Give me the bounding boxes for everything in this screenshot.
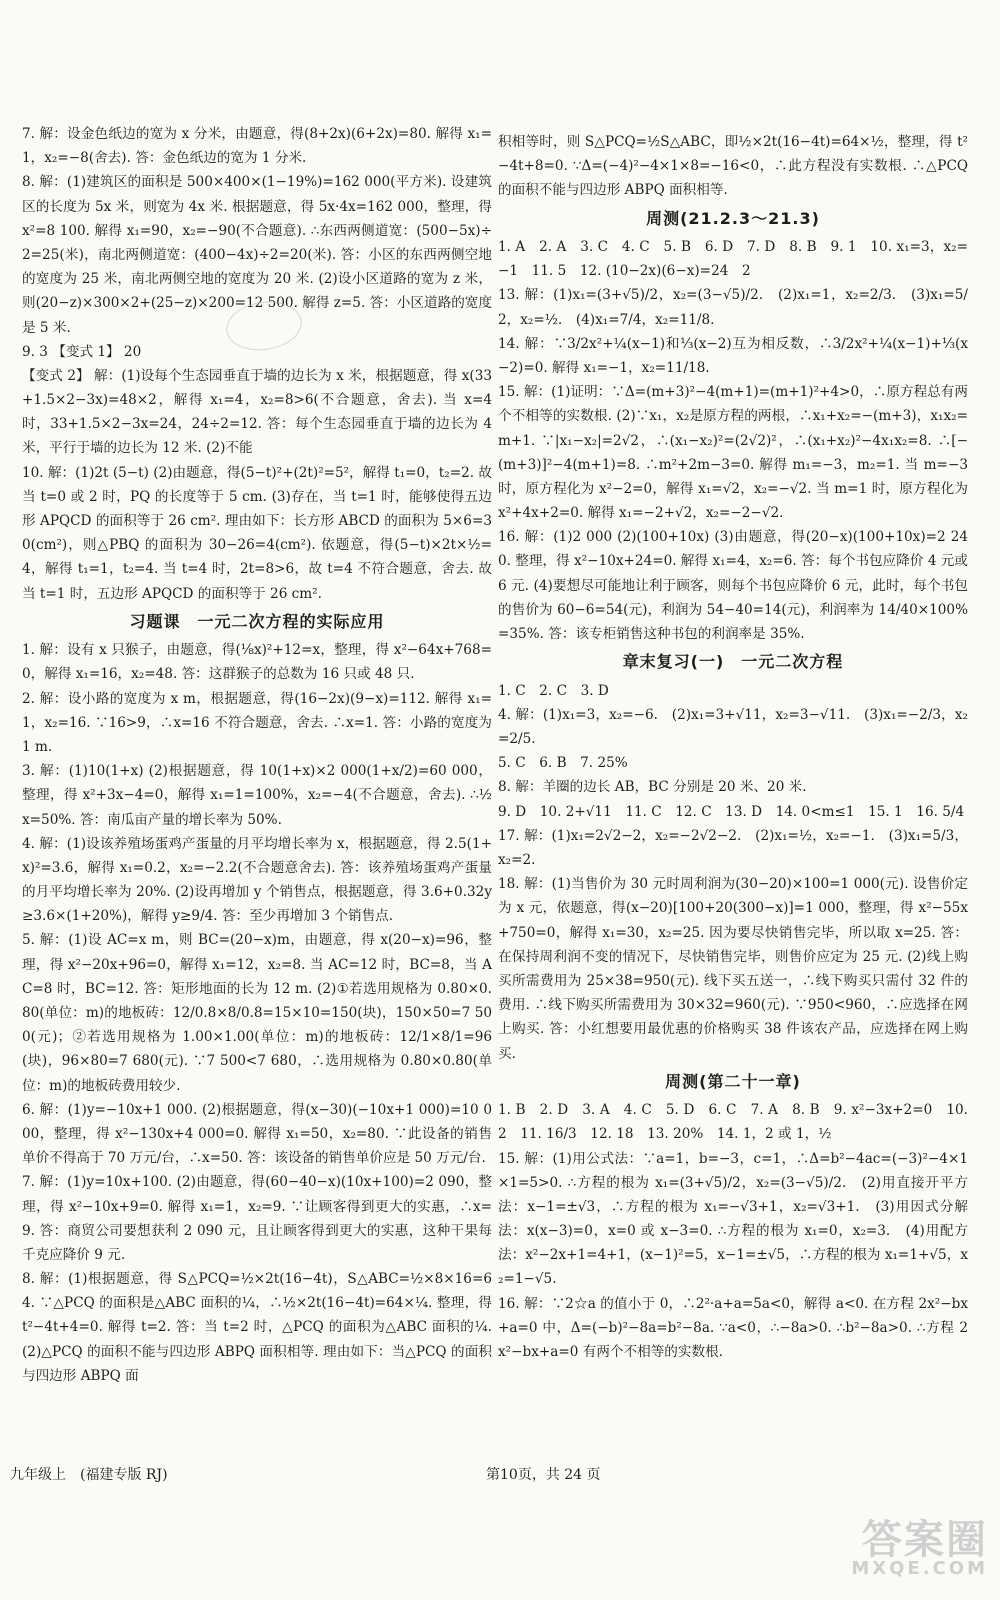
answer-paragraph: 1. A 2. A 3. C 4. C 5. B 6. D 7. D 8. B 9. 1 10. x₁=3，x₂=−1 11. 5 12. (10−2x)(6−x)=24 2 [498, 239, 968, 280]
section-heading: 习题课 一元二次方程的实际应用 [129, 611, 385, 631]
site-watermark-logo [838, 1517, 988, 1580]
answer-paragraph: 积相等时，则 S△PCQ=½S△ABC，即½×2t(16−4t)=64×½，整理，得 t²−4t+8=0. ∵Δ=(−4)²−4×1×8=−16<0，∴此方程没有实数根. ∴△PCQ 的面积不能与四边形 ABPQ 面积相等. [498, 134, 968, 199]
section-heading: 周测(第二十一章) [665, 1071, 801, 1091]
answer-paragraph: 2. 解：设小路的宽度为 x m，根据题意，得(16−2x)(9−x)=112. 解得 x₁=1，x₂=16. ∵16>9，∴x=16 不符合题意，舍去. ∴x=1. 答：小路的宽度为 1 m. [22, 690, 492, 755]
answer-paragraph: 4. 解：(1)设该养殖场蛋鸡产蛋量的月平均增长率为 x，根据题意，得 2.5(1+x)²=3.6，解得 x₁=0.2，x₂=−2.2(不合题意舍去). 答：该养殖场蛋鸡产蛋量的月平均增长率为 20%. (2)设再增加 y 个销售点，根据题意，得 3.6+0.32y≥3.6×(1+20%)，解得 y≥9/4. 答：至少再增加 3 个销售点. [22, 835, 492, 925]
answer-paragraph: 8. 解：(1)建筑区的面积是 500×400×(1−19%)=162 000(平方米). 设建筑区的长度为 5x 米，则宽为 4x 米. 根据题意，得 5x·4x=162 000，整理，得 x²=8 100. 解得 x₁=90，x₂=−90(不合题意). ∴东西两侧道宽：(500−5x)÷2=25(米)，南北两侧道宽：(400−4x)÷2=20(米). 答：小区的东西两侧空地的宽度为 25 米，南北两侧空地的宽度为 20 米. (2)设小区道路的宽为 z 米，则(20−z)×300×2+(25−z)×200=12 500. 解得 z=5. 答：小区道路的宽度是 5 米. [22, 174, 492, 336]
answer-paragraph: 17. 解：(1)x₁=2√2−2，x₂=−2√2−2. (2)x₁=½，x₂=−1. (3)x₁=5/3，x₂=2. [498, 827, 968, 868]
answer-paragraph: 13. 解：(1)x₁=(3+√5)/2，x₂=(3−√5)/2. (2)x₁=1，x₂=2/3. (3)x₁=5/2，x₂=½. (4)x₁=7/4，x₂=11/8. [498, 287, 968, 328]
section-heading: 周测(21.2.3～21.3) [646, 208, 820, 228]
answer-paragraph: 15. 解：(1)用公式法：∵a=1，b=−3，c=1，∴Δ=b²−4ac=(−3)²−4×1×1=5>0. ∴方程的根为 x₁=(3+√5)/2，x₂=(3−√5)/2. (2)用直接开平方法：x−1=±√3，∴方程的根为 x₁=−√3+1，x₂=√3+1. (3)用因式分解法：x(x−3)=0，x=0 或 x−3=0. ∴方程的根为 x₁=0，x₂=3. (4)用配方法：x²−2x+1=4+1，(x−1)²=5，x−1=±√5，∴方程的根为 x₁=1+√5，x₂=1−√5. [498, 1150, 968, 1288]
answer-paragraph: 7. 解：设金色纸边的宽为 x 分米，由题意，得(8+2x)(6+2x)=80. 解得 x₁=1，x₂=−8(舍去). 答：金色纸边的宽为 1 分米. [22, 126, 492, 167]
answer-paragraph: 9. D 10. 2+√11 11. C 12. C 13. D 14. 0<m≤1 15. 1 16. 5/4 [498, 803, 965, 820]
answer-paragraph: 16. 解：∵2☆a 的值小于 0，∴2²·a+a=5a<0，解得 a<0. 在方程 2x²−bx+a=0 中，Δ=(−b)²−8a=b²−8a. ∵a<0，∴−8a>0. ∴b²−8a>0. ∴方程 2x²−bx+a=0 有两个不相等的实数根. [498, 1295, 968, 1361]
watermark-text: 答案圈 [862, 1517, 988, 1563]
answer-paragraph: 18. 解：(1)当售价为 30 元时周利润为(30−20)×100=1 000(元). 设售价定为 x 元，依题意，得(x−20)[100+20(300−x)]=1 000，整理，得 x²−55x+750=0，解得 x₁=30，x₂=25. 因为要尽快销售完毕，所以取 x=25. 答：在保持周利润不变的情况下，尽快销售完毕，则售价应定为 25 元. (2)线上购买所需费用为 25×38=950(元). 线下买五送一，∴线下购买只需付 32 件的费用. ∴线下购买所需费用为 30×32=960(元). ∵950<960，∴应选择在网上购买. 答：小红想要用最优惠的价格购买 38 件该农产品，应选择在网上购买. [498, 876, 968, 1062]
answer-paragraph: 3. 解：(1)10(1+x) (2)根据题意，得 10(1+x)×2 000(1+x/2)=60 000，整理，得 x²+3x−4=0，解得 x₁=1=100%，x₂=−4(不合题意，舍去). ∴½x=50%. 答：南瓜亩产量的增长率为 50%. [22, 763, 492, 828]
footer-book-info: 九年级上 (福建专版 RJ) [10, 1467, 168, 1483]
answer-paragraph: 9. 3 【变式 1】 20 [22, 343, 142, 360]
footer-page-number: 第10页，共 24 页 [486, 1467, 601, 1483]
right-column [498, 130, 968, 1364]
section-heading: 章末复习(一) 一元二次方程 [622, 652, 844, 672]
answer-paragraph: 10. 解：(1)2t (5−t) (2)由题意，得(5−t)²+(2t)²=5²，解得 t₁=0，t₂=2. 故当 t=0 或 2 时，PQ 的长度等于 5 cm. (3)存在，当 t=1 时，能够使得五边形 APQCD 的面积等于 26 cm². 理由如下：长方形 ABCD 的面积为 5×6=30(cm²)，则△PBQ 的面积为 30−26=4(cm²). 依题意，得(5−t)×2t×½=4，解得 t₁=1，t₂=4. 当 t=4 时，2t=8>6，故 t=4 不符合题意，舍去. 故当 t=1 时，五边形 APQCD 的面积等于 26 cm². [22, 464, 492, 602]
answer-paragraph: 1. B 2. D 3. A 4. C 5. D 6. C 7. A 8. B 9. x²−3x+2=0 10. 2 11. 16/3 12. 18 13. 20% 14. 1，2 或 1，½ [498, 1102, 968, 1143]
answer-paragraph: 1. C 2. C 3. D [498, 682, 609, 699]
watermark-url: MXQE.COM [851, 1558, 988, 1579]
answer-paragraph: 8. 解：羊圈的边长 AB，BC 分别是 20 米、20 米. [498, 779, 807, 796]
answer-paragraph: 5. C 6. B 7. 25% [498, 755, 628, 772]
answer-paragraph: 7. 解：(1)y=10x+100. (2)由题意，得(60−40−x)(10x+100)=2 090，整理，得 x²−10x+9=0. 解得 x₁=1，x₂=9. ∵让顾客得到更大的实惠，∴x=9. 答：商贸公司要想获利 2 090 元，且让顾客得到更大的实惠，这种干果每千克应降价 9 元. [22, 1174, 492, 1263]
answer-paragraph: 【变式 2】 解：(1)设每个生态园垂直于墙的边长为 x 米，根据题意，得 x(33+1.5×2−3x)=48×2，解得 x₁=4，x₂=8>6(不合题意，舍去). 当 x=4 时，33+1.5×2−3x=24，24÷2=12. 答：每个生态园垂直于墙的边长为 4 米，平行于墙的边长为 12 米. (2)不能 [22, 367, 492, 457]
answer-paragraph: 1. 解：设有 x 只猴子，由题意，得(⅛x)²+12=x，整理，得 x²−64x+768=0，解得 x₁=16，x₂=48. 答：这群猴子的总数为 16 只或 48 只. [22, 642, 492, 683]
answer-paragraph: 4. 解：(1)x₁=3，x₂=−6. (2)x₁=3+√11，x₂=3−√11. (3)x₁=−2/3，x₂=2/5. [498, 706, 968, 748]
answer-paragraph: 6. 解：(1)y=−10x+1 000. (2)根据题意，得(x−30)(−10x+1 000)=10 000，整理，得 x²−130x+4 000=0. 解得 x₁=50，x₂=80. ∵此设备的销售单价不得高于 70 万元/台，∴x=50. 答：该设备的销售单价应是 50 万元/台. [22, 1101, 492, 1167]
answer-paragraph: 14. 解：∵3/2x²+¼(x−1)和⅓(x−2)互为相反数，∴3/2x²+¼(x−1)+⅓(x−2)=0. 解得 x₁=−1，x₂=11/18. [498, 335, 968, 376]
answer-paragraph: 15. 解：(1)证明：∵Δ=(m+3)²−4(m+1)=(m+1)²+4>0，∴原方程总有两个不相等的实数根. (2)∵x₁，x₂是原方程的两根，∴x₁+x₂=−(m+3)，x₁x₂=m+1. ∵|x₁−x₂|=2√2，∴(x₁−x₂)²=(2√2)²，∴(x₁+x₂)²−4x₁x₂=8. ∴[−(m+3)]²−4(m+1)=8. ∴m²+2m−3=0. 解得 m₁=−3，m₂=1. 当 m=−3 时，原方程化为 x²−2=0，解得 x₁=√2，x₂=−√2. 当 m=1 时，原方程化为 x²+4x+2=0. 解得 x₁=−2+√2，x₂=−2−√2. [498, 384, 968, 522]
answer-paragraph: 8. 解：(1)根据题意，得 S△PCQ=½×2t(16−4t)，S△ABC=½×8×16=64. ∵△PCQ 的面积是△ABC 面积的¼，∴½×2t(16−4t)=64×¼. 整理，得 t²−4t+4=0. 解得 t=2. 答：当 t=2 时，△PCQ 的面积为△ABC 面积的¼. (2)△PCQ 的面积不能与四边形 ABPQ 面积相等. 理由如下：当△PCQ 的面积与四边形 ABPQ 面 [22, 1271, 492, 1384]
answer-paragraph: 5. 解：(1)设 AC=x m，则 BC=(20−x)m，由题意，得 x(20−x)=96，整理，得 x²−20x+96=0，解得 x₁=12，x₂=8. 当 AC=12 时，BC=8，当 AC=8 时，BC=12. 答：矩形地面的长为 12 m. (2)①若选用规格为 0.80×0.80(单位：m)的地板砖：12/0.8×8/0.8=15×10=150(块)，150×50=7 500(元)；②若选用规格为 1.00×1.00(单位：m)的地板砖：12/1×8/1=96(块)，96×80=7 680(元). ∵7 500<7 680，∴选用规格为 0.80×0.80(单位：m)的地板砖费用较少. [22, 932, 492, 1094]
answer-paragraph: 16. 解：(1)2 000 (2)(100+10x) (3)由题意，得(20−x)(100+10x)=2 240. 整理，得 x²−10x+24=0. 解得 x₁=4，x₂=6. 答：每个书包应降价 4 元或 6 元. (4)要想尽可能地让利于顾客，则每个书包应降价 6 元，此时，每个书包的售价为 60−6=54(元)，利润为 54−40=14(元)，利润率为 14/40×100%=35%. 答：该专柜销售这种书包的利润率是 35%. [498, 529, 968, 643]
